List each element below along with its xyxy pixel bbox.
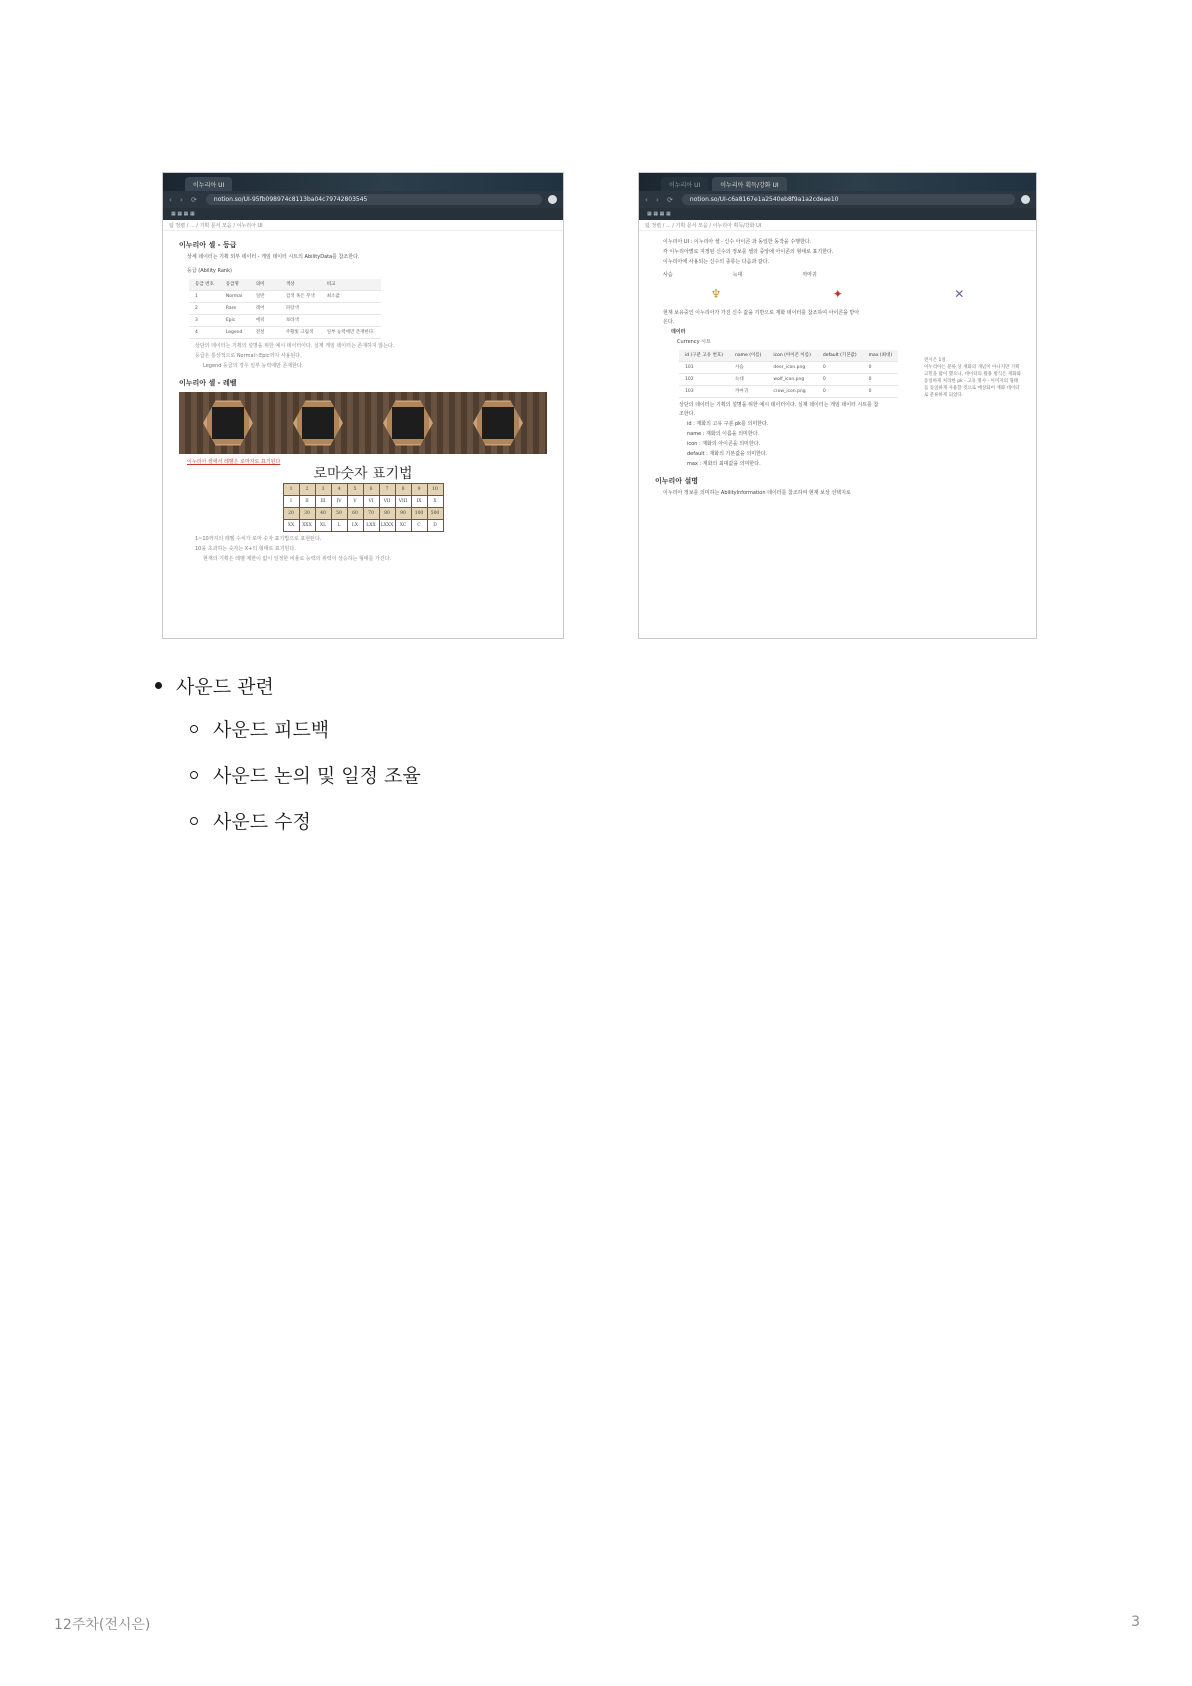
table-cell: II xyxy=(299,496,315,508)
data-label: 데이터 xyxy=(671,329,686,335)
roman-title: 로마숫자 표기법 xyxy=(313,466,413,482)
note: 1~10까지의 레벨 수치가 로마 숫자 표기법으로 표현된다. xyxy=(195,536,322,542)
page-number: 3 xyxy=(1131,1614,1140,1630)
table-row xyxy=(679,362,898,374)
address-bar xyxy=(163,191,563,208)
kind-label: 늑대 xyxy=(732,272,743,278)
text-line: 현재 보유중인 이누리아가 가진 신수 값을 기반으로 재화 데이터를 참조하여 아이콘을 받아온다. xyxy=(663,310,860,325)
bookmarks-bar xyxy=(639,208,1036,220)
browser-tab-bar xyxy=(163,173,563,191)
nav-arrows-icon[interactable]: ‹ › ⟳ xyxy=(169,195,200,204)
notion-page xyxy=(163,231,563,571)
text-line: name : 재화의 이름을 의미한다. xyxy=(687,431,760,437)
comment-note xyxy=(924,357,1022,399)
table-cell: 9 xyxy=(411,484,427,496)
table-cell: IX xyxy=(411,496,427,508)
screenshot-inuria-ui xyxy=(162,172,564,639)
table-cell: 5 xyxy=(347,484,363,496)
text-line: 상세 데이터는 기획 외부 데이터 - 게임 데이터 시트의 AbilityData를 참조한다. xyxy=(187,254,360,260)
text-line: 등급 (Ability Rank) xyxy=(187,268,232,274)
table-cell: 103 xyxy=(679,386,729,398)
comment-author: 전시은 1일 xyxy=(924,358,946,363)
table-header: id (구분 고유 번호) xyxy=(679,350,729,362)
list-item xyxy=(190,761,421,788)
table-cell: LXX xyxy=(363,520,379,532)
nav-arrows-icon[interactable]: ‹ › ⟳ xyxy=(645,195,676,204)
table-cell: VI xyxy=(363,496,379,508)
table-row xyxy=(283,484,443,496)
address-bar xyxy=(639,191,1036,208)
table-cell: 일반 xyxy=(250,291,280,303)
table-row xyxy=(283,520,443,532)
table-cell: 까마귀 xyxy=(729,386,767,398)
table-cell: 사슴 xyxy=(729,362,767,374)
table-cell: 8 xyxy=(395,484,411,496)
roman-table xyxy=(283,483,444,532)
table-header: 등급 번호 xyxy=(189,279,220,291)
table-cell: 70 xyxy=(363,508,379,520)
table-cell: 0 xyxy=(863,374,898,386)
table-cell: Epic xyxy=(220,315,250,327)
hollow-bullet-icon xyxy=(190,725,198,733)
table-cell: 4 xyxy=(189,327,220,339)
table-cell: 102 xyxy=(679,374,729,386)
table-header: default (기본값) xyxy=(817,350,863,362)
table-cell: Normal xyxy=(220,291,250,303)
table-cell: IV xyxy=(331,496,347,508)
kinds-row xyxy=(663,271,1020,280)
table-cell: V xyxy=(347,496,363,508)
table-cell: 0 xyxy=(817,374,863,386)
table-cell: VII xyxy=(379,496,395,508)
hollow-bullet-icon xyxy=(190,771,198,779)
table-row xyxy=(679,374,898,386)
table-cell: 에픽 xyxy=(250,315,280,327)
list-item-label: 사운드 관련 xyxy=(176,676,274,698)
note: 10을 초과하는 숫자는 X+의 형태로 표기된다. xyxy=(195,546,296,552)
hollow-bullet-icon xyxy=(190,817,198,825)
sheet-label: Currency 시트 xyxy=(677,339,711,345)
text-line: icon : 재화의 아이콘을 의미한다. xyxy=(687,441,761,447)
section-title: 이누리아 셀 - 레벨 xyxy=(179,379,237,387)
bookmarks-bar xyxy=(163,208,563,220)
table-cell: 6 xyxy=(363,484,379,496)
table-cell: L xyxy=(331,520,347,532)
bullet-list xyxy=(155,672,421,853)
kind-label: 사슴 xyxy=(663,272,673,278)
table-cell: 2 xyxy=(299,484,315,496)
table-cell: deer_icon.png xyxy=(767,362,816,374)
table-row xyxy=(189,327,381,339)
text-line: 이누리아 UI : 이누리아 셀 · 신수 아이콘 과 동일한 동작을 수행한다. xyxy=(663,239,812,245)
table-cell: 최소값 xyxy=(321,291,381,303)
hexagon-frame-icon xyxy=(293,398,343,448)
table-cell: C xyxy=(411,520,427,532)
deer-icon: ♆ xyxy=(710,287,722,301)
table-cell: 7 xyxy=(379,484,395,496)
wolf-icon: ✦ xyxy=(832,287,843,301)
table-cell: 0 xyxy=(817,362,863,374)
table-cell: 10 xyxy=(427,484,443,496)
table-cell: 100 xyxy=(411,508,427,520)
bookmark-icon[interactable]: ▦ ▦ ▦ ▦ xyxy=(171,211,195,217)
currency-table xyxy=(679,350,898,398)
table-cell: LXXX xyxy=(379,520,395,532)
table-cell: 1 xyxy=(189,291,220,303)
browser-tab[interactable]: 이누리아 UI xyxy=(185,177,232,191)
browser-tab[interactable]: 이누리아 UI xyxy=(661,177,708,191)
profile-avatar-icon[interactable] xyxy=(548,195,557,204)
table-cell: Rare xyxy=(220,303,250,315)
table-cell: D xyxy=(427,520,443,532)
section-title: 이누리아 설명 xyxy=(655,477,699,485)
text-line: max : 재화의 최대값을 의미한다. xyxy=(687,461,761,467)
table-cell: 파랑색 xyxy=(280,303,321,315)
table-header: 색상 xyxy=(280,279,321,291)
list-item xyxy=(190,807,421,834)
table-cell: 20 xyxy=(283,508,299,520)
table-cell: 주황빛 크림색 xyxy=(280,327,321,339)
table-cell: wolf_icon.png xyxy=(767,374,816,386)
table-cell: 40 xyxy=(315,508,331,520)
text-line: id : 재화의 고유 구분 pk를 의미한다. xyxy=(687,421,769,427)
table-cell: 3 xyxy=(315,484,331,496)
table-cell: 500 xyxy=(427,508,443,520)
table-cell: 90 xyxy=(395,508,411,520)
table-header: icon (아이콘 이름) xyxy=(767,350,816,362)
list-item-label: 사운드 피드백 xyxy=(213,719,330,741)
level-gem-image xyxy=(179,392,547,454)
text-line: 이누리아에 사용되는 신수의 종류는 다음과 같다. xyxy=(663,259,770,265)
note: 현재의 기획은 레벨 제한이 없이 일정한 비율로 능력의 위력이 상승하는 형태를 가진다. xyxy=(203,556,392,562)
table-cell: XX xyxy=(283,520,299,532)
hexagon-frame-icon xyxy=(473,398,523,448)
table-cell: I xyxy=(283,496,299,508)
table-cell: 3 xyxy=(189,315,220,327)
list-item-label: 사운드 논의 및 일정 조율 xyxy=(213,765,421,787)
table-cell: VIII xyxy=(395,496,411,508)
text-line: default : 재화의 기본값을 의미한다. xyxy=(687,451,768,457)
table-cell: 101 xyxy=(679,362,729,374)
table-cell: XL xyxy=(315,520,331,532)
table-header: max (최대) xyxy=(863,350,898,362)
table-cell: XC xyxy=(395,520,411,532)
url-field[interactable]: notion.so/UI-95fb098974c8113ba04c79742803545 xyxy=(206,194,542,205)
bullet-icon xyxy=(155,682,162,689)
table-cell: 검색 혹은 무색 xyxy=(280,291,321,303)
section-title: 이누리아 셀 - 등급 xyxy=(179,241,237,249)
hexagon-frame-icon xyxy=(203,398,253,448)
table-cell: 늑대 xyxy=(729,374,767,386)
table-header: 등급명 xyxy=(220,279,250,291)
browser-tab-bar xyxy=(639,173,1036,191)
table-cell: 전설 xyxy=(250,327,280,339)
table-cell: Legend xyxy=(220,327,250,339)
table-cell: crow_icon.png xyxy=(767,386,816,398)
profile-avatar-icon[interactable] xyxy=(1021,195,1030,204)
table-cell: 일부 능력에만 존재한다. xyxy=(321,327,381,339)
table-header: 비고 xyxy=(321,279,381,291)
beast-icons xyxy=(655,287,1020,301)
table-cell: 30 xyxy=(299,508,315,520)
comment-body: 이누리아는 분류 상 재화의 개념이 아니지만 기획 고민을 많이 했으나, 데이터의 활용 방식은 재화와 동일하게 처리한 pk - 고유 명사 - 이미지의 형태를 동일하게 사용할 것으로 예상되어 재화 데이터로 분류하게 되었다. xyxy=(924,365,1021,398)
notion-breadcrumb: 팀 정렬 / ... / 기획 문서 모음 / 이누리아 획득/강화 UI xyxy=(639,220,1036,231)
text-line: 상단의 데이터는 기획의 설명을 위한 예시 데이터이다. 실제 데이터는 게임 데이터 시트를 참조한다. xyxy=(679,402,879,417)
list-item-label: 사운드 수정 xyxy=(213,811,311,833)
table-cell xyxy=(321,303,381,315)
table-cell: 레어 xyxy=(250,303,280,315)
bookmark-icon[interactable]: ▦ ▦ ▦ ▦ xyxy=(647,211,671,217)
browser-tab-active[interactable]: 이누리아 획득/강화 UI xyxy=(712,177,786,191)
url-field[interactable]: notion.so/UI-c6a8167e1a2540eb8f9a1a2cdeae10 xyxy=(682,194,1015,205)
list-item xyxy=(155,672,421,699)
table-row xyxy=(679,386,898,398)
table-cell: XXX xyxy=(299,520,315,532)
table-cell: 2 xyxy=(189,303,220,315)
table-row xyxy=(283,508,443,520)
table-cell: 0 xyxy=(863,386,898,398)
hexagon-frame-icon xyxy=(383,398,433,448)
table-cell: 0 xyxy=(817,386,863,398)
table-cell: 1 xyxy=(283,484,299,496)
table-cell: 0 xyxy=(863,362,898,374)
table-cell: LX xyxy=(347,520,363,532)
kind-label: 까마귀 xyxy=(802,272,817,278)
caption-link[interactable]: 이누리아 셀에서 레벨은 로마자로 표기된다 xyxy=(187,459,281,465)
screenshot-inuria-acquire-ui xyxy=(638,172,1037,639)
text-line: 각 이누리아별로 지정된 신수의 정보를 셀의 중앙에 아이콘의 형태로 표기한다. xyxy=(663,249,834,255)
table-cell: 50 xyxy=(331,508,347,520)
table-header: name (이름) xyxy=(729,350,767,362)
table-header: 의미 xyxy=(250,279,280,291)
table-row xyxy=(189,291,381,303)
table-row xyxy=(283,496,443,508)
table-cell: 4 xyxy=(331,484,347,496)
table-cell: 보라색 xyxy=(280,315,321,327)
footer-title: 12주차(전시은) xyxy=(54,1617,151,1633)
note: 등급은 통상적으로 Normal~Epic까지 사용된다. xyxy=(195,353,302,359)
note: Legend 등급의 경우 일부 능력에만 존재한다. xyxy=(203,363,304,369)
crow-icon: ✕ xyxy=(954,287,965,301)
table-cell: X xyxy=(427,496,443,508)
grade-table xyxy=(189,279,381,339)
table-cell: 60 xyxy=(347,508,363,520)
list-item xyxy=(190,715,421,742)
table-row xyxy=(189,303,381,315)
notion-breadcrumb: 팀 정렬 / ... / 기획 문서 모음 / 이누리아 UI xyxy=(163,220,563,231)
table-cell: III xyxy=(315,496,331,508)
table-row xyxy=(189,315,381,327)
table-cell: 80 xyxy=(379,508,395,520)
text-line: 이누리아 정보를 의미하는 AbilityInformation 데이터를 참조하여 현재 보상 선택지로 xyxy=(663,490,851,496)
table-cell xyxy=(321,315,381,327)
note: 상단의 데이터는 기획의 설명을 위한 예시 데이터이다. 실제 게임 데이터는 존재하지 않는다. xyxy=(195,343,395,349)
